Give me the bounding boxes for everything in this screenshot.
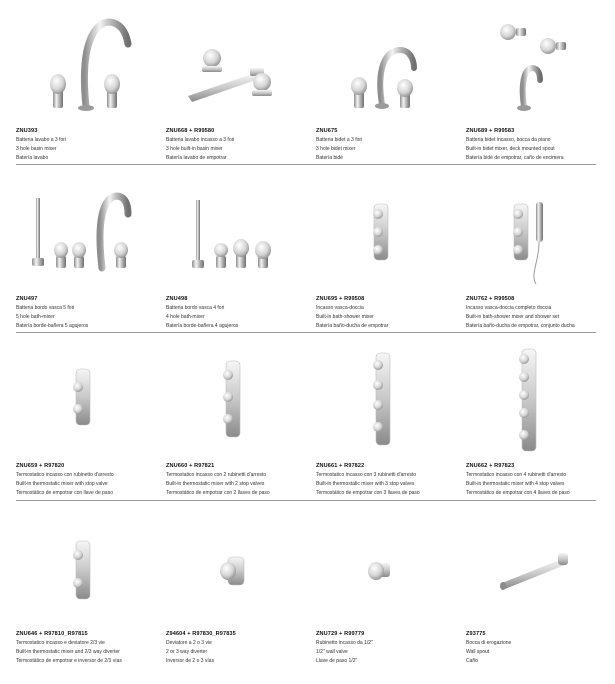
product-code: ZNU498 — [166, 296, 188, 302]
product-code: ZNU660 + R97821 — [166, 463, 215, 469]
desc-spanish: Termostático de empotrar con llave de paso — [16, 490, 113, 496]
desc-spanish: Batería borde-bañera 4 agujeros — [166, 323, 239, 329]
desc-english: 3 hole bidet mixer — [316, 146, 356, 152]
desc-english: Built-in thermostatic mixer with 3 stop valves — [316, 481, 415, 487]
bath-mixer-4-hole-icon — [166, 178, 304, 288]
wall-spout-icon — [466, 513, 604, 623]
desc-english: 3 hole basin mixer — [16, 146, 57, 152]
thermostatic-3-valves-icon — [316, 345, 454, 455]
desc-italian: Deviatore a 2 o 3 vie — [166, 640, 212, 646]
desc-spanish: Termostático de empotrar con 3 llaves de paso — [316, 490, 420, 496]
product-code: Z93775 — [466, 631, 486, 637]
desc-spanish: Batería bidé — [316, 155, 343, 161]
desc-spanish: Llave de paso 1/2" — [316, 658, 358, 664]
desc-english: Built-in thermostatic mixer with 4 stop valves — [466, 481, 565, 487]
desc-spanish: Batería borde-bañera 5 agujeros — [16, 323, 89, 329]
desc-english: 3 hole built-in basin mixer — [166, 146, 223, 152]
desc-spanish: Batería baño-ducha de empotrar — [316, 323, 389, 329]
desc-english: Built-in bidet mixer, deck mounted spout — [466, 146, 555, 152]
desc-italian: Bocca di erogazione — [466, 640, 512, 646]
desc-spanish: Inversor de 2 o 3 vías — [166, 658, 215, 664]
desc-spanish: Batería lavabo de empotrar — [166, 155, 227, 161]
desc-spanish: Batería baño-ducha de empotrar, conjunto ducha — [466, 323, 575, 329]
thermostatic-2-valves-icon — [166, 345, 304, 455]
desc-italian: Batteria bidet a 3 fori — [316, 137, 363, 143]
row-divider — [16, 332, 596, 333]
built-in-bath-shower-mixer-icon — [316, 178, 454, 288]
desc-italian: Incasso vasca-doccia — [316, 305, 364, 311]
product-code: ZNU662 + R97823 — [466, 463, 515, 469]
desc-spanish: Termostático de empotrar con 2 llaves de paso — [166, 490, 270, 496]
diverter-icon — [166, 513, 304, 623]
product-code: ZNU762 + R99508 — [466, 296, 515, 302]
desc-italian: Batteria lavabo a 3 fori — [16, 137, 67, 143]
desc-english: 2 or 3 way diverter — [166, 649, 208, 655]
desc-italian: Termostatico incasso con 3 rubinetti d'arresto — [316, 472, 417, 478]
row-divider — [16, 500, 596, 501]
product-code: ZNU393 — [16, 128, 38, 134]
built-in-bidet-mixer-icon — [466, 10, 604, 120]
bath-shower-set-icon — [466, 178, 604, 288]
desc-italian: Batteria bidet incasso, bocca da piano — [466, 137, 551, 143]
desc-english: 5 hole bath-mixer — [16, 314, 55, 320]
thermostatic-1-valve-icon — [16, 345, 154, 455]
desc-italian: Termostatico incasso con 2 rubinetti d'arresto — [166, 472, 267, 478]
built-in-basin-mixer-icon — [166, 10, 304, 120]
product-code: ZNU646 + R97810_R97815 — [16, 631, 88, 637]
product-code: ZNU659 + R97820 — [16, 463, 65, 469]
desc-english: Built-in thermostatic mixer and 2/3 way diverter — [16, 649, 120, 655]
desc-english: Built-in bath-shower mixer — [316, 314, 374, 320]
thermostatic-4-valves-icon — [466, 345, 604, 455]
product-code: Z94604 + R97830_R97835 — [166, 631, 236, 637]
product-code: ZNU661 + R97822 — [316, 463, 365, 469]
basin-mixer-3-hole-icon — [16, 10, 154, 120]
desc-italian: Termostatico incasso con 4 rubinetti d'arresto — [466, 472, 567, 478]
product-code: ZNU497 — [16, 296, 38, 302]
product-code: ZNU729 + R99779 — [316, 631, 365, 637]
product-code: ZNU695 + R99508 — [316, 296, 365, 302]
desc-spanish: Caño — [466, 658, 478, 664]
desc-english: 1/2" wall valve — [316, 649, 348, 655]
desc-italian: Batteria lavabo incasso a 3 fori — [166, 137, 235, 143]
desc-spanish: Termostático de empotrar e inversor de 2/3 vías — [16, 658, 122, 664]
wall-valve-icon — [316, 513, 454, 623]
thermostatic-diverter-icon — [16, 513, 154, 623]
desc-spanish: Batería lavabo — [16, 155, 49, 161]
desc-english: Built-in bath-shower mixer and shower set — [466, 314, 560, 320]
desc-english: Built-in thermostatic mixer with stop valve — [16, 481, 108, 487]
desc-italian: Rubinetto incasso da 1/2" — [316, 640, 373, 646]
desc-english: Built-in thermostatic mixer with 2 stop valves — [166, 481, 265, 487]
desc-italian: Incasso vasca-doccia completo doccia — [466, 305, 552, 311]
desc-english: Wall spout — [466, 649, 490, 655]
product-code: ZNU675 — [316, 128, 338, 134]
bath-mixer-5-hole-icon — [16, 178, 154, 288]
desc-spanish: Batería bidé de empotrar, caño de encimera — [466, 155, 564, 161]
desc-italian: Termostatico incasso con rubinetto d'arresto — [16, 472, 114, 478]
desc-english: 4 hole bath-mixer — [166, 314, 205, 320]
desc-italian: Termostatico incasso e deviatore 2/3 vie — [16, 640, 105, 646]
desc-spanish: Termostático de empotrar con 4 llaves de paso — [466, 490, 570, 496]
product-code: ZNU689 + R99583 — [466, 128, 515, 134]
desc-italian: Batteria bordo vasca 4 fori — [166, 305, 225, 311]
desc-italian: Batteria bordo vasca 5 fori — [16, 305, 75, 311]
row-divider — [16, 164, 596, 165]
product-code: ZNU668 + R99580 — [166, 128, 215, 134]
bidet-mixer-icon — [316, 10, 454, 120]
